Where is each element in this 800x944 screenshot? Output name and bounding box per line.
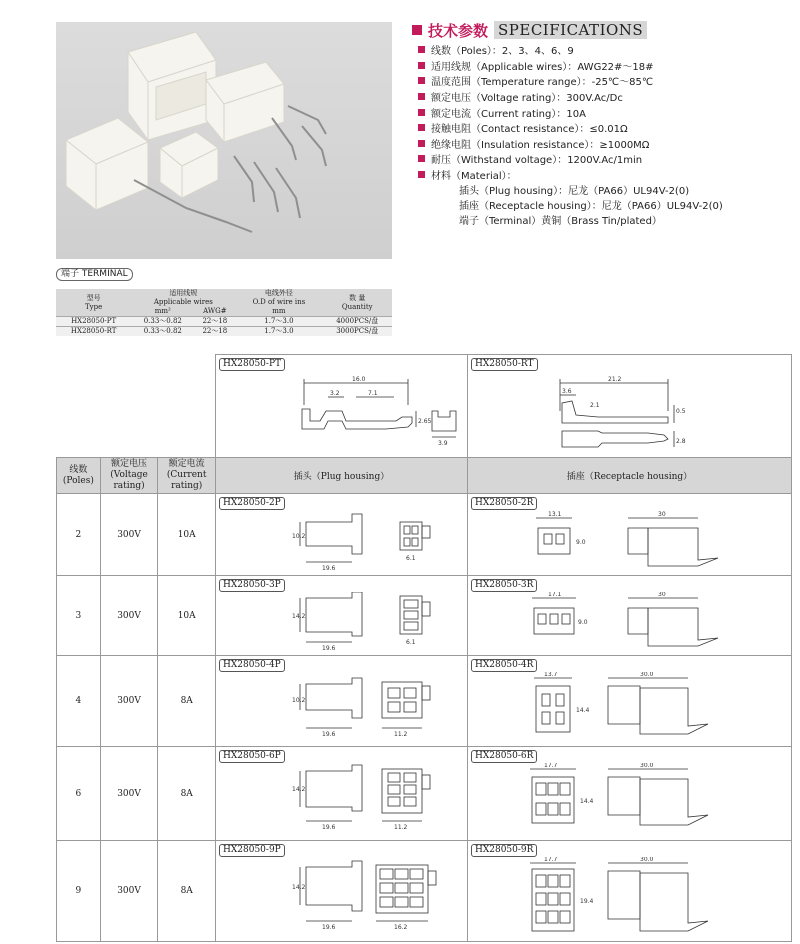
rec-tag: HX28050-2R (471, 497, 537, 510)
r-dim-h: 14.4 (579, 798, 594, 805)
rec-drawing-cell (467, 841, 791, 942)
table-row: 3 300V 10A HX28050-3P 14.2 19.6 6.1 HX28050-3R 17.1 9.0 30 (57, 576, 792, 656)
bullet-icon (418, 155, 425, 162)
bullet-icon (418, 77, 425, 84)
plug-tag: HX28050-9P (219, 844, 285, 857)
header-row (57, 458, 792, 494)
plug-drawing-cell (216, 656, 468, 747)
th-poles: 线数 (Poles) (57, 458, 101, 494)
r-dim-w: 17.7 (543, 763, 558, 769)
pt-drawing-cell (216, 355, 468, 458)
rec-tag: HX28050-4R (471, 659, 537, 672)
pt-dim-b: 7.1 (368, 390, 378, 397)
pt-dim-a: 3.2 (330, 390, 340, 397)
terminal-table (56, 289, 392, 336)
housing-table (56, 354, 792, 942)
rt-dim-a: 3.6 (561, 388, 572, 395)
p-dim-f: 16.2 (394, 924, 408, 931)
bullet-icon (418, 62, 425, 69)
p-dim-f: 11.2 (394, 824, 408, 831)
p-dim-w: 19.6 (322, 731, 336, 738)
rt-dim-b: 2.1 (589, 402, 600, 409)
rec-tag: HX28050-9R (471, 844, 537, 857)
p-dim-w: 19.6 (322, 565, 336, 572)
th-current: 额定电流 (Current rating) (158, 458, 216, 494)
plug-tag: HX28050-3P (219, 579, 285, 592)
p-dim-h: 10.2 (292, 697, 306, 704)
spec-item: 温度范围（Temperature range）：-25℃～85℃ (412, 73, 792, 89)
plug-tag: HX28050-2P (219, 497, 285, 510)
plug-tag: HX28050-4P (219, 659, 285, 672)
p-dim-w: 19.6 (322, 924, 336, 931)
spec-item: 额定电流（Current rating）：10A (412, 104, 792, 120)
bullet-icon (418, 140, 425, 147)
th-type: 型号 Type (56, 289, 131, 317)
plug-drawing-cell (216, 576, 468, 656)
plug-drawing-cell (216, 747, 468, 841)
spec-item: 接触电阻（Contact resistance）：≤0.01Ω (412, 120, 792, 136)
r-dim-w: 13.1 (547, 511, 562, 518)
rt-dim-length: 21.2 (607, 376, 622, 383)
p-dim-h: 14.2 (292, 884, 306, 891)
title-square-icon (412, 25, 422, 35)
p-dim-w: 19.6 (322, 824, 336, 831)
th-mm2: mm² (131, 307, 194, 317)
r-dim-h: 19.4 (579, 898, 594, 905)
spec-item: 绝缘电阻（Insulation resistance）：≥1000MΩ (412, 136, 792, 152)
r-dim-h: 9.0 (577, 619, 588, 626)
r-dim-h: 9.0 (575, 539, 586, 546)
product-photo (56, 22, 392, 259)
rec-drawing-cell (467, 747, 791, 841)
pt-dim-length: 16.0 (352, 376, 366, 383)
rt-tag: HX28050-RT (471, 358, 538, 371)
table-row: HX28050-RT 0.33～0.82 22～18 1.7～3.0 3000PCS/盘 (56, 327, 392, 337)
r-dim-w: 13.7 (543, 672, 558, 678)
plug-tag: HX28050-6P (219, 750, 285, 763)
rec-drawing-cell (467, 576, 791, 656)
rt-drawing (468, 371, 790, 457)
spec-item: 适用线规（Applicable wires）：AWG22#～18# (412, 58, 792, 74)
table-row: 2 300V 10A HX28050-2P 10.2 19.6 6.1 HX28050-2R 13.1 9.0 30 (57, 494, 792, 576)
th-qty: 数 量 Quantity (322, 289, 392, 317)
bullet-icon (418, 93, 425, 100)
rec-tag: HX28050-3R (471, 579, 537, 592)
spec-item: 材料（Material）： (412, 167, 792, 183)
bullet-icon (418, 171, 425, 178)
pt-drawing (216, 371, 466, 457)
pt-dim-w: 3.9 (438, 440, 448, 447)
spec-item: 额定电压（Voltage rating）：300V.Ac/Dc (412, 89, 792, 105)
rt-drawing-cell (467, 355, 791, 458)
th-mm: mm (235, 307, 322, 317)
spec-item: 线数（Poles）：2、3、4、6、9 (412, 42, 792, 58)
material-item: 端子（Terminal）黄铜（Brass Tin/plated） (459, 216, 662, 228)
title-en: SPECIFICATIONS (494, 21, 647, 39)
pt-dim-h: 2.65 (418, 418, 432, 425)
r-dim-l: 30.0 (639, 672, 654, 678)
table-row: 4 300V 8A HX28050-4P 10.2 19.6 11.2 HX28050-4R 13.7 14.4 30.0 (57, 656, 792, 747)
rec-tag: HX28050-6R (471, 750, 537, 763)
th-od: 电线外径 O.D of wire ins (235, 289, 322, 307)
p-dim-f: 11.2 (394, 731, 408, 738)
r-dim-l: 30 (657, 511, 666, 518)
r-dim-w: 17.7 (543, 857, 558, 863)
plug-drawing-cell (216, 494, 468, 576)
specifications-title (412, 20, 792, 40)
r-dim-l: 30 (657, 592, 666, 598)
p-dim-w: 19.6 (322, 645, 336, 652)
th-wires: 适用线规 Applicable wires (131, 289, 235, 307)
rt-dim-c: 0.5 (675, 408, 686, 415)
th-voltage: 额定电压 (Voltage rating) (100, 458, 158, 494)
terminal-label: 端子 TERMINAL (56, 268, 133, 281)
r-dim-l: 30.0 (639, 857, 654, 863)
pt-tag: HX28050-PT (219, 358, 285, 371)
spec-item: 耐压（Withstand voltage）：1200V.Ac/1min (412, 151, 792, 167)
r-dim-w: 17.1 (547, 592, 562, 598)
table-row: 9 300V 8A HX28050-9P 14.2 19.6 16.2 HX28050-9R 17.7 19.4 30.0 (57, 841, 792, 942)
bullet-icon (418, 109, 425, 116)
terminal-drawing-row (57, 355, 792, 458)
p-dim-f: 6.1 (406, 555, 416, 562)
th-awg: AWG# (194, 307, 235, 317)
material-item: 插座（Receptacle housing）：尼龙（PA66）UL94V-2(0) (459, 201, 723, 213)
rt-dim-d: 2.8 (675, 438, 686, 445)
rec-drawing-cell (467, 494, 791, 576)
th-plug: 插头（Plug housing） (216, 458, 468, 494)
title-cn: 技术参数 (428, 21, 489, 40)
bullet-icon (418, 46, 425, 53)
p-dim-h: 10.2 (292, 533, 306, 540)
r-dim-h: 14.4 (575, 707, 590, 714)
p-dim-h: 14.2 (292, 786, 306, 793)
plug-drawing-cell (216, 841, 468, 942)
table-row: 6 300V 8A HX28050-6P 14.2 19.6 11.2 HX28050-6R 17.7 14.4 30.0 (57, 747, 792, 841)
spec-list (412, 42, 792, 227)
r-dim-l: 30.0 (639, 763, 654, 769)
material-item: 插头（Plug housing）：尼龙（PA66）UL94V-2(0) (459, 186, 690, 198)
table-row: HX28050-PT 0.33～0.82 22～18 1.7～3.0 4000PCS/盘 (56, 317, 392, 327)
th-receptacle: 插座（Receptacle housing） (467, 458, 791, 494)
rec-drawing-cell (467, 656, 791, 747)
p-dim-f: 6.1 (406, 639, 416, 646)
specifications-panel (412, 20, 792, 227)
p-dim-h: 14.2 (292, 613, 306, 620)
bullet-icon (418, 124, 425, 131)
